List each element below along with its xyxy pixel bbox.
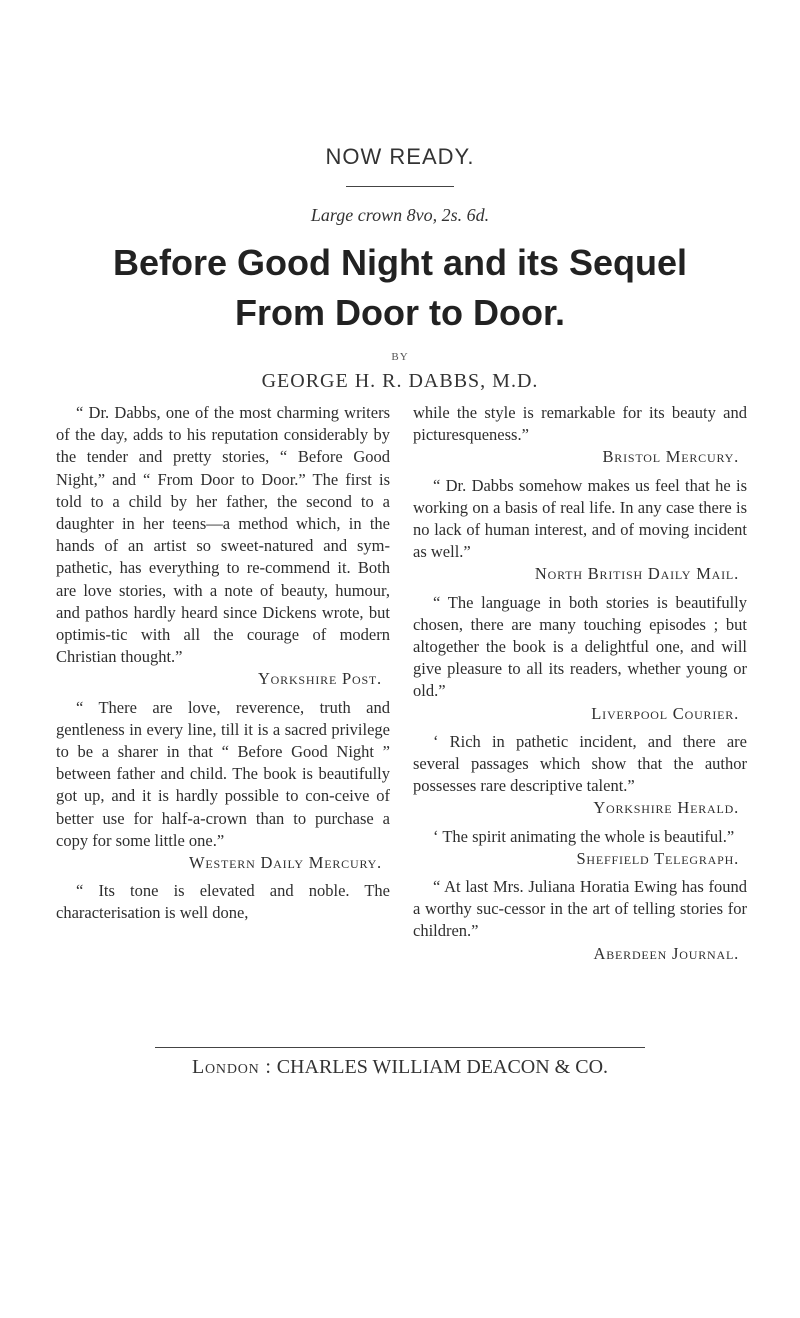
review-source: Western Daily Mercury. — [189, 853, 382, 873]
review-text: ‘ Rich in pathetic incident, and there are several passages which show that the author possesses rare descriptive talent.” — [413, 731, 747, 796]
format-price-line: Large crown 8vo, 2s. 6d. — [310, 205, 490, 225]
review-text: “ At last Mrs. Juliana Horatia Ewing has found a worthy suc-cessor in the art of telling stories for children.” — [413, 877, 747, 941]
review-text: “ Its tone is elevated and noble. The characterisation is well done, — [56, 881, 390, 923]
review-text: “ There are love, reverence, truth and gentleness in every line, till it is a sacred privilege to be a sharer in that “ Before Good Night ” between father and child. The book is beautifully got up, and it is hardly possible to con-ceive of better use for half-a-crown than to purchase a copy for some little one.” — [56, 697, 390, 850]
reviews-left-column — [56, 402, 390, 925]
review-source: Bristol Mercury. — [602, 447, 739, 467]
publisher-city: London : — [191, 1056, 272, 1078]
review-text: while the style is remarkable for its beauty and picturesqueness.” — [413, 403, 747, 445]
review-source: North British Daily Mail. — [534, 564, 739, 584]
review-text: “ Dr. Dabbs, one of the most charming writers of the day, adds to his reputation considerably by the tender and pretty stories, “ Before Good Night,” and “ From Door to Door.” The first is told to a child by her father, the second to a daughter in her teens—a method which, in the hands of an artist so sweet-natured and sym-pathetic, has everything to re-commend it. Both are love stories, with a note of beauty, humour, and pathos hardly heard since Dickens wrote, but optimis-tic with all the courage of modern Christian thought.” — [56, 403, 390, 667]
book-title-line-2: From Door to Door. — [235, 292, 565, 333]
publisher-footer — [0, 1056, 800, 1079]
review-source: Yorkshire Herald. — [593, 798, 739, 818]
review-source: Sheffield Telegraph. — [576, 848, 739, 868]
footer-divider — [155, 1047, 645, 1048]
review-text: ‘ The spirit animating the whole is beautiful.” — [433, 826, 735, 846]
by-label: BY — [391, 351, 409, 363]
reviews-right-column — [413, 402, 747, 971]
review-source: Yorkshire Post. — [257, 669, 382, 689]
short-divider — [346, 186, 454, 187]
now-ready-heading: NOW READY. — [325, 144, 475, 169]
author-name: GEORGE H. R. DABBS, M.D. — [261, 370, 539, 392]
review-source: Liverpool Courier. — [591, 703, 739, 723]
review-text: “ The language in both stories is beautifully chosen, there are many touching episodes ; but altogether the book is a delightful one, and will give pleasure to all its readers, whether young or old.” — [413, 592, 747, 701]
book-title-line-1: Before Good Night and its Sequel — [112, 242, 688, 283]
publisher-name: CHARLES WILLIAM DEACON & CO. — [276, 1056, 609, 1078]
review-source: Aberdeen Journal. — [593, 943, 739, 963]
review-text: “ Dr. Dabbs somehow makes us feel that he is working on a basis of real life. In any case there is no lack of human interest, and of moving incident as well.” — [413, 475, 747, 562]
